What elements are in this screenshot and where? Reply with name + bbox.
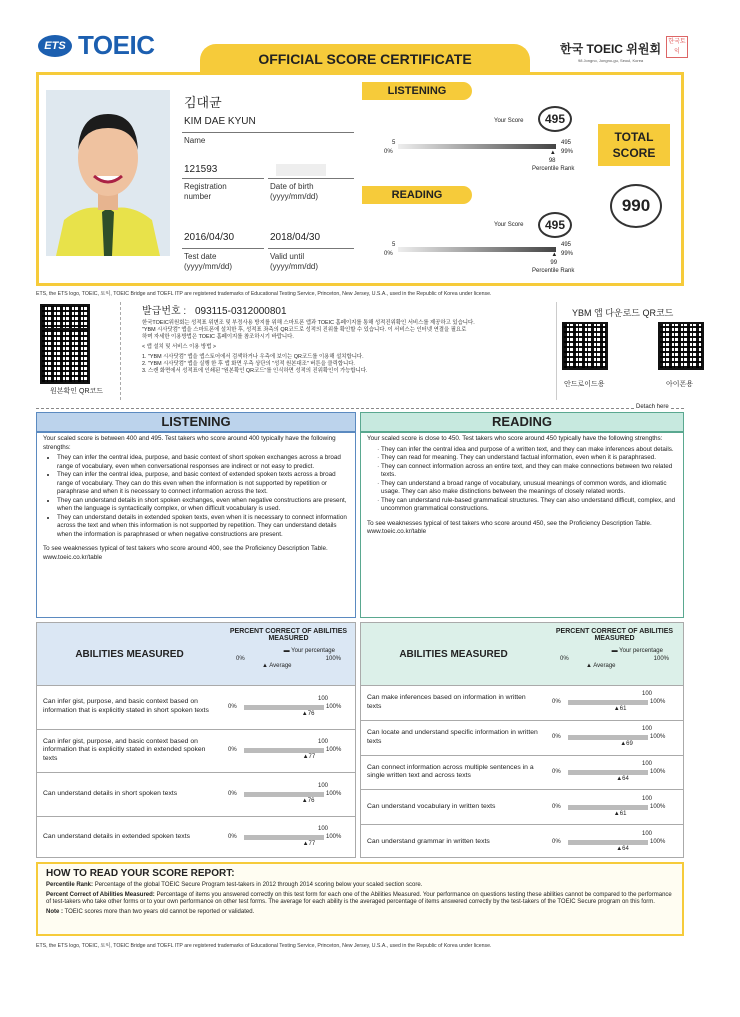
ability-average-marker: ▲61	[613, 810, 627, 817]
abilities-title: ABILITIES MEASURED	[399, 648, 508, 660]
listening-min: 5	[392, 140, 396, 146]
ability-row	[37, 772, 355, 816]
legend-average: Average	[269, 663, 292, 669]
ability-hundred: 100%	[650, 803, 666, 810]
ability-your-bar	[244, 748, 324, 753]
ability-text: Can locate and understand specific information in written texts	[367, 728, 538, 745]
verify-p1: 한국TOEIC위원회는 성적표 위변조 및 부정사용 방지를 위해 스마트폰 앱과 TOEIC 홈페이지를 통해 성적진위확인 서비스를 제공하고 있습니다.	[142, 320, 475, 326]
legend-hundred: 100%	[325, 655, 341, 662]
divider	[182, 178, 264, 179]
ability-hundred-n: 100	[642, 830, 653, 837]
verify-step-2: 2. "YBM 시사닷컴" 앱을 실행 한 후 앱 화면 우측 상단의 "성적 원본대조" 버튼을 클릭합니다.	[142, 360, 355, 367]
ets-toeic-logo	[38, 30, 154, 61]
test-date: 2016/04/30	[184, 232, 235, 243]
listening-strength-1: • They can infer the central idea, purpose, and basic context of short spoken exchanges across a broad range of vocabulary, even when conversational responses are indirect or not easy to predict.	[57, 454, 349, 471]
listening-your-score-label: Your Score	[494, 118, 524, 124]
ability-hundred: 100%	[650, 699, 666, 706]
certificate-title: OFFICIAL SCORE CERTIFICATE	[200, 44, 530, 74]
trademark-notice-bottom: ETS, the ETS logo, TOEIC, 토익, TOEIC Bridge and TOEFL ITP are registered trademarks of Educational Testing Service, Princeton, New Jersey, U.S.A., used in the Republic of Korea under license.	[36, 943, 492, 949]
ability-text: Can understand details in short spoken texts	[43, 789, 178, 797]
ability-zero: 0%	[228, 834, 237, 841]
ability-text: Can understand vocabulary in written texts	[367, 802, 496, 810]
howto-pc-text: Percentage of items you answered correctly on this test form for each one of the Abilities Measured. Your performance on questions testing these abilities cannot be compared to the performance of test-takers who take other forms or to your own performance on other test forms. The average for each ability is the averaged percentage of items answered correctly by the test-takers of the TOEIC Secure program on this form.	[46, 891, 672, 905]
legend-zero: 0%	[560, 655, 569, 662]
percent-correct-header: PERCENT CORRECT OF ABILITIES MEASURED ▬ Your percentage 0% 100% ▲ Average	[546, 623, 683, 685]
ability-hundred: 100%	[650, 838, 666, 845]
ability-text: Can connect information across multiple sentences in a single written text and across texts	[367, 763, 534, 780]
ability-your-bar	[568, 805, 648, 810]
ability-average-marker: ▲77	[302, 754, 316, 761]
ability-hundred: 100%	[650, 768, 666, 775]
ability-hundred-n: 100	[642, 795, 653, 802]
reading-strength-3: · They can connect information across an entire text, and they can make connections between two related texts.	[381, 463, 677, 480]
howto-pr-label: Percentile Rank:	[46, 882, 94, 888]
ability-average-value: 64	[622, 845, 629, 852]
divider	[556, 302, 557, 400]
divider	[268, 178, 354, 179]
ability-your-bar	[568, 770, 648, 775]
listening-strength-3: • They can understand details in short spoken exchanges, even when negative constructions are present, when the language is syntactically complex, or when difficult vocabulary is used.	[57, 497, 349, 514]
legend-average: Average	[593, 663, 616, 669]
ability-graph	[222, 773, 355, 816]
ability-zero: 0%	[228, 747, 237, 754]
verify-p3: 하며 자세한 이용방법은 TOEIC 홈페이지를 참조하시기 바랍니다.	[142, 333, 294, 340]
listening-percentile-marker: ▲	[549, 150, 556, 156]
reading-max-pct: 99%	[561, 251, 574, 257]
ability-graph	[546, 790, 683, 824]
ability-zero: 0%	[228, 790, 237, 797]
listening-panel-title: LISTENING	[37, 413, 355, 433]
legend-zero: 0%	[236, 655, 245, 662]
registration-number: 121593	[184, 164, 218, 175]
total-score-circle: 990	[610, 184, 662, 228]
detach-line	[36, 408, 684, 409]
ability-average-value: 69	[626, 741, 633, 748]
dob-redacted	[276, 164, 326, 176]
ability-average-marker: ▲76	[301, 710, 315, 717]
reading-strength-1: · They can infer the central idea and purpose of a written text, and they can make inferences about details.	[381, 446, 677, 455]
howto-pr-text: Percentage of the global TOEIC Secure Program test-takers in 2012 through 2014 scoring below your scaled section score.	[94, 882, 423, 888]
ability-average-value: 77	[308, 754, 316, 761]
verify-step-1: 1. "YBM 시사닷컴" 앱을 앱스토어에서 검색하거나 우측에 보이는 QR코드를 이용해 설치합니다.	[142, 354, 364, 360]
listening-description-panel	[36, 412, 356, 618]
name-english: KIM DAE KYUN	[184, 116, 256, 127]
verify-description	[142, 320, 542, 374]
ability-row	[37, 685, 355, 729]
listening-strength-4: • They can understand details in extended spoken texts, even when it is necessary to connect information across the text and when this information is not supported by repetition. They can understand details when the information is paraphrased or when negative constructions are present.	[57, 514, 349, 540]
ability-text: Can infer gist, purpose, and basic context based on information that is explicitly stated in short spoken texts	[43, 698, 209, 715]
toeic-wordmark: TOEIC	[78, 30, 155, 60]
ability-graph	[546, 756, 683, 790]
ability-average-marker: ▲77	[302, 841, 316, 848]
listening-abilities-table	[36, 622, 356, 858]
ability-row	[361, 755, 683, 790]
listening-score-circle: 495	[538, 106, 572, 132]
name-label: Name	[184, 136, 206, 145]
divider	[182, 248, 264, 249]
ability-hundred-n: 100	[642, 691, 653, 698]
ability-row	[361, 789, 683, 824]
reading-strength-4: · They can understand a broad range of vocabulary, unusual meanings of common words, and idiomatic usage. They can also make distinctions between the meanings of closely related words.	[381, 480, 677, 497]
how-to-read-box	[36, 862, 684, 936]
ability-average-value: 76	[307, 797, 315, 804]
percent-correct-title: PERCENT CORRECT OF ABILITIES MEASURED	[555, 628, 674, 642]
ability-zero: 0%	[228, 703, 237, 710]
ability-average-marker: ▲61	[613, 706, 627, 713]
iphone-label: 아이폰용	[666, 381, 694, 388]
reading-score-circle: 495	[538, 212, 572, 238]
valid-until-label: Valid until (yyyy/mm/dd)	[270, 252, 318, 271]
reading-tag: READING	[362, 186, 472, 204]
ability-row	[361, 720, 683, 755]
howto-note-text: TOEIC scores more than two years old cannot be reported or validated.	[64, 908, 255, 915]
android-qr-code[interactable]	[562, 322, 608, 370]
ability-zero: 0%	[552, 803, 561, 810]
ability-row	[37, 729, 355, 773]
divider	[268, 248, 354, 249]
ability-row	[37, 816, 355, 860]
issue-number-row	[142, 302, 287, 317]
listening-ability-rows	[37, 685, 355, 859]
listening-intro: Your scaled score is between 400 and 495. Test takers who score around 400 typically have the following strengths:	[43, 435, 336, 451]
ability-your-bar	[568, 735, 648, 740]
reading-outro: To see weaknesses typical of test takers who score around 450, see the Proficiency Description Table. www.toeic.co.kr/table	[367, 519, 652, 535]
reading-max: 495	[561, 242, 572, 248]
ability-text: Can understand details in extended spoken texts	[43, 833, 190, 841]
issue-number-label: 발급번호 :	[142, 306, 187, 317]
reading-ability-rows	[361, 685, 683, 859]
divider	[182, 132, 354, 133]
ability-graph	[222, 817, 355, 860]
verification-qr-code-lower	[40, 328, 90, 384]
legend-hundred: 100%	[653, 655, 669, 662]
howto-note-label: Note :	[46, 908, 63, 915]
listening-percentile-label: Percentile Rank	[532, 166, 575, 172]
howto-title: HOW TO READ YOUR SCORE REPORT:	[46, 868, 235, 879]
ability-hundred-n: 100	[318, 739, 329, 746]
percent-correct-header: PERCENT CORRECT OF ABILITIES MEASURED ▬ Your percentage 0% 100% ▲ Average	[222, 623, 355, 685]
ability-average-marker: ▲64	[616, 775, 629, 782]
listening-bar	[398, 144, 556, 149]
ability-graph	[546, 721, 683, 755]
ability-average-marker: ▲64	[616, 845, 629, 852]
legend-yours: Your percentage	[619, 648, 663, 654]
verify-p2: "YBM 시사닷컴" 앱을 스마트폰에 설치한 후, 성적표 좌측의 QR코드로 성적의 진위를 확인할 수 있습니다. 이 서비스는 인터넷 연결을 필요로	[142, 326, 467, 333]
ability-hundred: 100%	[326, 834, 342, 841]
android-label: 안드로이드용	[564, 381, 605, 388]
ability-zero: 0%	[552, 768, 561, 775]
ability-hundred: 100%	[326, 747, 342, 754]
listening-panel-body	[37, 433, 355, 564]
trademark-notice-top: ETS, the ETS logo, TOEIC, 토익, TOEIC Bridge and TOEFL ITP are registered trademarks of Educational Testing Service, Princeton, New Jersey, U.S.A., used in the Republic of Korea under license.	[36, 291, 492, 297]
ability-hundred-n: 100	[318, 826, 329, 833]
ability-text: Can understand grammar in written texts	[367, 837, 490, 845]
reading-panel-title: READING	[361, 413, 683, 433]
ability-average-value: 61	[619, 706, 627, 713]
iphone-qr-code[interactable]	[658, 322, 704, 370]
reading-bar	[398, 247, 556, 252]
listening-min-pct: 0%	[384, 149, 393, 155]
person-photo-icon	[46, 90, 170, 256]
ability-hundred-n: 100	[318, 695, 329, 702]
ability-zero: 0%	[552, 699, 561, 706]
reading-strength-2: · They can read for meaning. They can understand factual information, even when it is paraphrased.	[381, 454, 677, 463]
reading-percentile-label: Percentile Rank	[532, 268, 575, 274]
total-score-label: TOTAL SCORE	[598, 124, 670, 166]
ets-logo: ETS	[38, 35, 72, 57]
committee-seal: 한국토익	[666, 36, 688, 58]
listening-max-pct: 99%	[561, 149, 574, 155]
candidate-photo	[46, 90, 170, 256]
ability-graph	[222, 686, 355, 729]
reading-panel-body	[361, 433, 683, 539]
committee-address: 98 Jongno, Jongno-gu, Seoul, Korea	[578, 58, 644, 63]
ability-text: Can make inferences based on information in written texts	[367, 694, 526, 710]
reading-min: 5	[392, 242, 396, 248]
ability-row	[361, 824, 683, 859]
ability-graph	[546, 825, 683, 859]
qr-caption: 원본확인 QR코드	[50, 388, 104, 395]
reading-percentile: 99	[550, 260, 558, 266]
ability-zero: 0%	[552, 734, 561, 741]
listening-strength-2: • They can infer the central idea, purpose, and basic context of extended spoken texts across a broad range of vocabulary. They can do this even when the information is not supported by repetition or paraphrase and when it is necessary to connect information across the text.	[57, 471, 349, 497]
reading-intro: Your scaled score is close to 450. Test takers who score around 450 typically have the following strengths:	[367, 435, 663, 442]
listening-outro: To see weaknesses typical of test takers who score around 400, see the Proficiency Description Table. www.toeic.co.kr/table	[43, 545, 328, 561]
listening-percentile: 98	[548, 158, 556, 164]
ability-hundred-n: 100	[642, 760, 653, 767]
ability-your-bar	[568, 840, 648, 845]
divider	[120, 302, 121, 400]
verify-how-title: < 앱 설치 및 서비스 이용 방법 >	[142, 344, 217, 351]
listening-max: 495	[561, 140, 572, 146]
reading-min-pct: 0%	[384, 251, 393, 257]
ability-hundred-n: 100	[318, 782, 329, 789]
ability-text: Can infer gist, purpose, and basic context based on information that is explicitly stated in extended spoken texts	[43, 737, 206, 763]
ability-hundred: 100%	[650, 734, 666, 741]
ability-your-bar	[568, 700, 648, 705]
ability-average-value: 61	[619, 810, 627, 817]
reading-percentile-marker: ▲	[551, 252, 558, 258]
ability-average-value: 64	[622, 775, 629, 782]
issue-number: 093115-0312000801	[194, 306, 287, 317]
ability-your-bar	[244, 792, 324, 797]
ability-average-marker: ▲69	[620, 741, 633, 748]
app-qr-title: YBM 앱 다운로드 QR코드	[572, 308, 674, 318]
valid-until: 2018/04/30	[270, 232, 321, 243]
verify-step-3: 3. 스캔 화면에서 성적표에 인쇄된 "원본확인 QR코드"를 인식하면 성적의 진위확인이 가능합니다.	[142, 367, 368, 374]
percent-correct-title: PERCENT CORRECT OF ABILITIES MEASURED	[229, 628, 348, 642]
reading-strength-5: · They can understand rule-based grammatical structures. They can also understand difficult, complex, and uncommon grammatical constructions.	[381, 497, 677, 514]
reading-your-score-label: Your Score	[494, 222, 524, 228]
ability-average-marker: ▲76	[301, 797, 315, 804]
korea-toeic-committee: 한국 TOEIC 위원회	[560, 42, 662, 56]
ability-row	[361, 685, 683, 720]
reading-description-panel	[360, 412, 684, 618]
legend-yours: Your percentage	[291, 648, 335, 654]
ability-average-value: 76	[307, 710, 315, 717]
ability-your-bar	[244, 705, 324, 710]
ability-graph	[546, 686, 683, 720]
reading-abilities-header	[361, 623, 683, 685]
ability-average-value: 77	[308, 841, 316, 848]
listening-abilities-header	[37, 623, 355, 685]
ability-your-bar	[244, 835, 324, 840]
detach-label: Detach here	[636, 404, 669, 410]
ability-hundred: 100%	[326, 790, 342, 797]
ability-hundred-n: 100	[642, 726, 653, 733]
abilities-title: ABILITIES MEASURED	[75, 648, 184, 660]
ability-zero: 0%	[552, 838, 561, 845]
ability-hundred: 100%	[326, 703, 342, 710]
name-korean: 김대균	[184, 95, 222, 110]
ability-graph	[222, 730, 355, 773]
howto-pc-label: Percent Correct of Abilities Measured:	[46, 891, 155, 898]
registration-label: Registration number	[184, 182, 227, 201]
test-date-label: Test date (yyyy/mm/dd)	[184, 252, 232, 271]
dob-label: Date of birth (yyyy/mm/dd)	[270, 182, 318, 201]
reading-abilities-table	[360, 622, 684, 858]
listening-tag: LISTENING	[362, 82, 472, 100]
